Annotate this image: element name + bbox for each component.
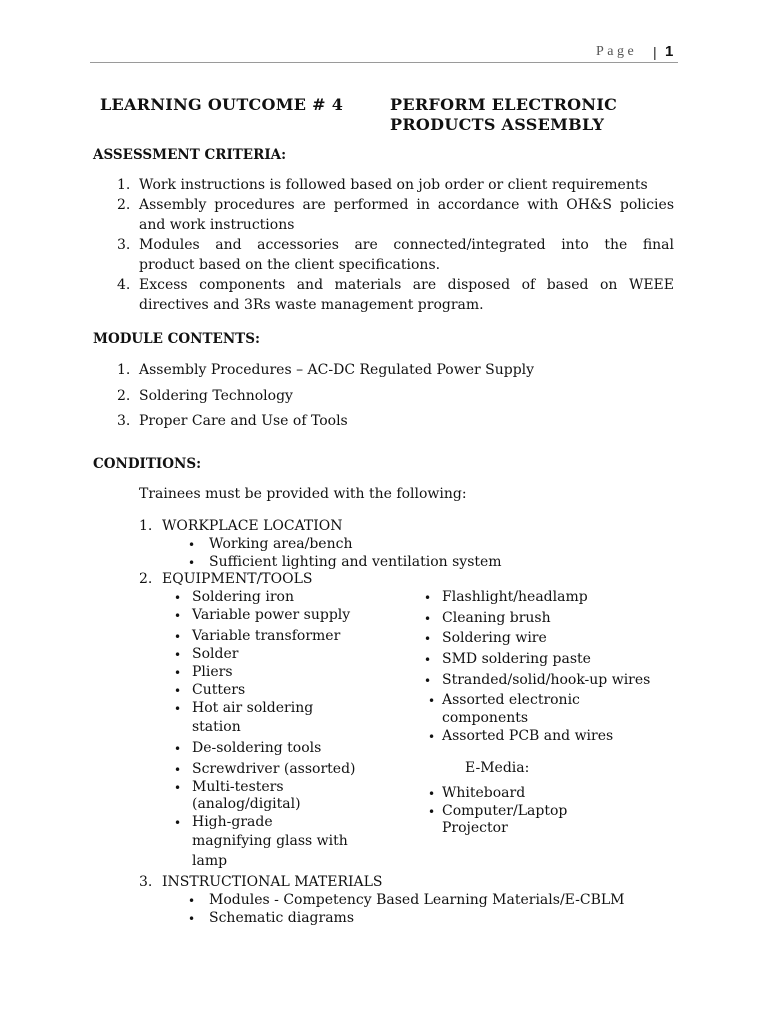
tool-item-cont: magnifying glass with <box>192 833 348 849</box>
module-number: 2. <box>117 388 131 404</box>
criteria-item-text: Work instructions is followed based on job order or client requirements <box>139 177 648 193</box>
criteria-item-text-cont: directives and 3Rs waste management program. <box>139 297 484 313</box>
tool-item: Solder <box>192 646 239 662</box>
bullet-dot: • <box>424 591 432 605</box>
criteria-item-text: Modules and accessories are connected/integrated into the final <box>139 237 674 253</box>
page-number: 1 <box>665 43 674 60</box>
tool-item: High-grade <box>192 814 273 830</box>
bullet-dot: • <box>174 781 182 795</box>
bullet-dot: • <box>424 612 432 626</box>
module-number: 1. <box>117 362 131 378</box>
bullet-dot: • <box>174 702 182 716</box>
criteria-item-text-cont: product based on the client specifications. <box>139 257 441 273</box>
module-number: 3. <box>117 413 131 429</box>
learning-outcome-title: LEARNING OUTCOME # 4 <box>100 95 344 114</box>
tool-item-cont: components <box>442 710 529 726</box>
page-separator: | <box>653 44 657 60</box>
tool-item: De-soldering tools <box>192 740 322 756</box>
bullet-dot: • <box>174 648 182 662</box>
bullet-dot: • <box>428 787 436 801</box>
tool-item: Hot air soldering <box>192 700 314 716</box>
header-rule <box>90 62 678 63</box>
instructional-item: Modules - Competency Based Learning Materials/E-CBLM <box>209 892 625 908</box>
bullet-dot: • <box>174 816 182 830</box>
tool-item: SMD soldering paste <box>442 651 591 667</box>
bullet-dot: • <box>174 630 182 644</box>
tool-item: Flashlight/headlamp <box>442 589 588 605</box>
bullet-dot: • <box>424 653 432 667</box>
bullet-dot: • <box>428 805 436 819</box>
tool-item: Soldering iron <box>192 589 294 605</box>
tool-item: Cutters <box>192 682 246 698</box>
tool-item-cont: (analog/digital) <box>192 796 301 812</box>
workplace-item: Working area/bench <box>209 536 353 552</box>
emedia-label: E-Media: <box>465 760 530 776</box>
outcome-name-line1: PERFORM ELECTRONIC <box>390 95 618 114</box>
criteria-number: 3. <box>117 237 131 253</box>
criteria-number: 4. <box>117 277 131 293</box>
tool-item: Soldering wire <box>442 630 547 646</box>
bullet-dot: • <box>188 912 196 926</box>
tool-item: Screwdriver (assorted) <box>192 761 356 777</box>
conditions-intro: Trainees must be provided with the following: <box>139 486 467 502</box>
criteria-item-text: Assembly procedures are performed in accordance with OH&S policies <box>139 197 674 213</box>
tool-item: Assorted PCB and wires <box>442 728 614 744</box>
tool-item: Cleaning brush <box>442 610 551 626</box>
tool-item: Assorted electronic <box>442 692 580 708</box>
bullet-dot: • <box>174 742 182 756</box>
tool-item: Variable power supply <box>192 607 351 623</box>
tool-item: Stranded/solid/hook-up wires <box>442 672 651 688</box>
emedia-item-cont: Projector <box>442 820 508 836</box>
condition-number: 2. <box>139 571 153 587</box>
emedia-item: Whiteboard <box>442 785 526 801</box>
module-item: Assembly Procedures – AC-DC Regulated Power Supply <box>139 362 535 378</box>
condition-number: 1. <box>139 518 153 534</box>
criteria-item-text-cont: and work instructions <box>139 217 295 233</box>
bullet-dot: • <box>428 730 436 744</box>
bullet-dot: • <box>174 666 182 680</box>
tool-item-cont: lamp <box>192 853 228 869</box>
tool-item: Variable transformer <box>192 628 341 644</box>
tool-item-cont: station <box>192 719 241 735</box>
outcome-name-line2: PRODUCTS ASSEMBLY <box>390 115 605 134</box>
emedia-item: Computer/Laptop <box>442 803 568 819</box>
bullet-dot: • <box>174 684 182 698</box>
condition-label: EQUIPMENT/TOOLS <box>162 571 313 587</box>
module-item: Soldering Technology <box>139 388 293 404</box>
bullet-dot: • <box>188 538 196 552</box>
bullet-dot: • <box>174 591 182 605</box>
condition-label: INSTRUCTIONAL MATERIALS <box>162 874 383 890</box>
bullet-dot: • <box>424 632 432 646</box>
module-item: Proper Care and Use of Tools <box>139 413 348 429</box>
bullet-dot: • <box>188 556 196 570</box>
bullet-dot: • <box>174 763 182 777</box>
workplace-item: Sufficient lighting and ventilation system <box>209 554 502 570</box>
bullet-dot: • <box>428 694 436 708</box>
tool-item: Pliers <box>192 664 233 680</box>
bullet-dot: • <box>424 674 432 688</box>
criteria-number: 1. <box>117 177 131 193</box>
criteria-number: 2. <box>117 197 131 213</box>
tool-item: Multi-testers <box>192 779 284 795</box>
instructional-item: Schematic diagrams <box>209 910 354 926</box>
page-label: Page <box>596 44 638 59</box>
criteria-item-text: Excess components and materials are disposed of based on WEEE <box>139 277 674 293</box>
bullet-dot: • <box>174 609 182 623</box>
assessment-criteria-heading: ASSESSMENT CRITERIA: <box>93 147 287 163</box>
bullet-dot: • <box>188 894 196 908</box>
condition-number: 3. <box>139 874 153 890</box>
conditions-heading: CONDITIONS: <box>93 456 202 472</box>
condition-label: WORKPLACE LOCATION <box>162 518 343 534</box>
module-contents-heading: MODULE CONTENTS: <box>93 331 260 347</box>
